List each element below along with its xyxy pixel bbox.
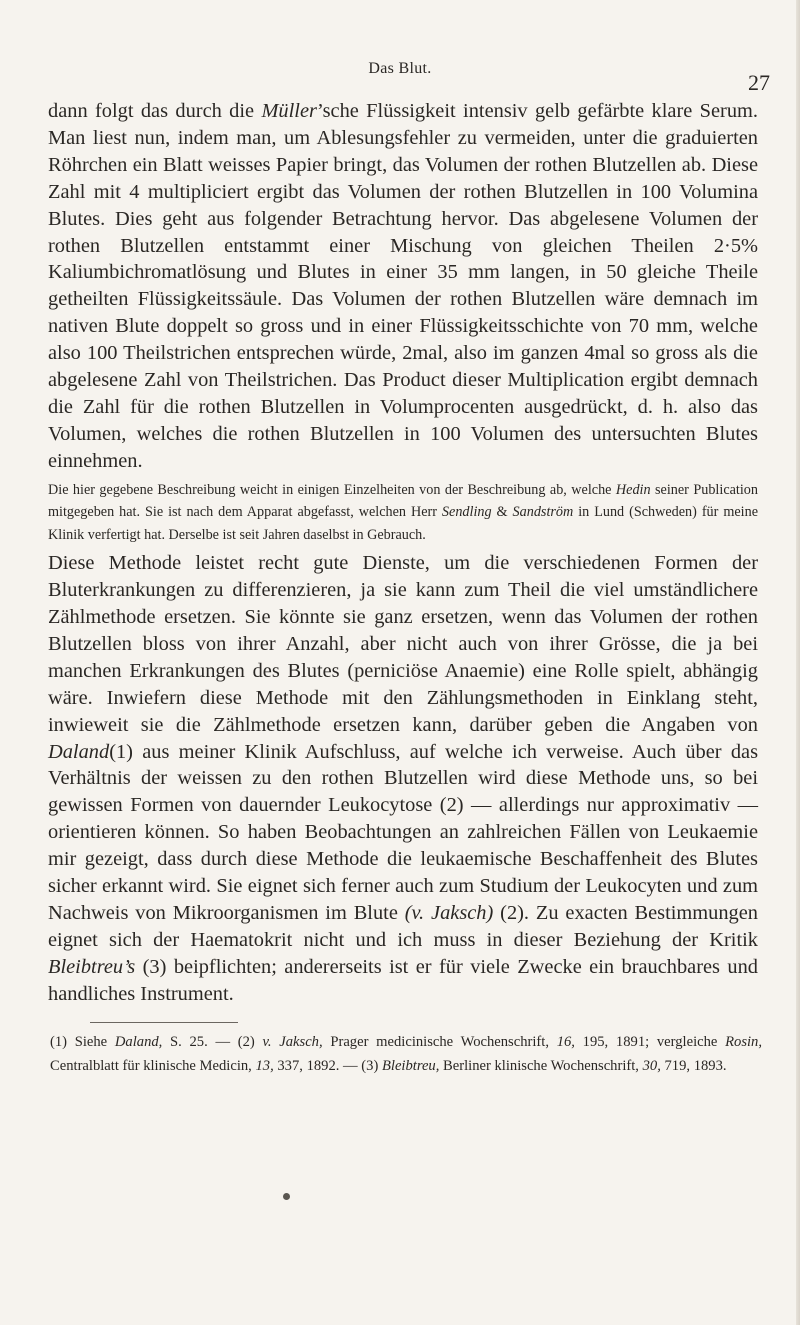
text-run: Centralblatt für klinische Medicin, xyxy=(50,1058,256,1074)
ref-rosin: Rosin, xyxy=(725,1034,762,1050)
maker-name-sendling: Sendling xyxy=(441,504,492,521)
page-number: 27 xyxy=(748,70,770,95)
author-name-daland: Daland xyxy=(48,740,110,763)
author-name-bleibtreu: Bleibtreu’s xyxy=(48,955,136,978)
text-run: Berliner klinische Wochenschrift, xyxy=(439,1058,643,1074)
text-run: dann folgt das durch die xyxy=(48,100,262,122)
footnote-rule xyxy=(90,1022,238,1023)
text-run: (2). Zu exacten Bestimmungen eignet sich der Haematokrit nicht und ich muss in dieser Beziehung der Kritik xyxy=(48,901,758,951)
text-run: S. 25. — (2) xyxy=(162,1034,263,1050)
text-run: Prager medicinische Wochenschrift, xyxy=(322,1034,557,1050)
method-note xyxy=(48,479,758,547)
text-run: Diese Methode leistet recht gute Dienste, um die verschiedenen Formen der Bluterkrankungen zu differenzieren, ja sie kann zum Theil die viel umständlichere Zählmethode ersetzen. Sie könnte sie ganz ersetzen, wenn das Volumen der rothen Blutzellen bloss von ihrer Anzahl, aber nicht auch von ihrer Grösse, die ja bei manchen Erkrankungen des Blutes (perniciöse Anaemie) eine Rolle spielt, abhängig wäre. Inwiefern diese Methode mit den Zählungsmethoden in Einklang steht, inwieweit sie die Zählmethode ersetzen kann, darüber geben die Angaben von xyxy=(48,552,758,736)
footnotes xyxy=(50,1030,762,1078)
maker-name-sandstrom: Sandström xyxy=(512,504,574,521)
ref-bleibtreu: Bleibtreu, xyxy=(381,1058,440,1074)
ref-volume: 16, xyxy=(556,1034,575,1050)
text-run: & xyxy=(491,504,513,521)
ref-volume: 13, xyxy=(255,1058,274,1074)
page-edge xyxy=(796,0,800,1325)
text-run: 337, 1892. — (3) xyxy=(273,1058,382,1074)
author-name-jaksch: (v. Jaksch) xyxy=(404,901,494,924)
text-run: 195, 1891; vergleiche xyxy=(574,1034,726,1050)
footnote-text xyxy=(50,1030,762,1078)
author-name-hedin: Hedin xyxy=(615,481,651,498)
text-run: Die hier gegebene Beschreibung weicht in einigen Einzelheiten von der Beschreibung ab, welche xyxy=(48,481,616,498)
text-run: seiner Publication mitgegeben hat. Sie ist nach dem Apparat abgefasst, welchen Herr xyxy=(48,481,758,521)
text-run: ’sche Flüssigkeit intensiv gelb gefärbte klare Serum. Man liest nun, indem man, um Ablesungsfehler zu vermeiden, unter die graduierten Röhrchen ein Blatt weisses Papier bringt, das Volumen der rothen Blutzellen ab. Diese Zahl mit 4 multipliciert ergibt das Volumen der rothen Blutzellen in 100 Volumina Blutes. Dies geht aus folgender Betrachtung hervor. Das abgelesene Volumen der rothen Blutzellen entstammt einer Mischung von gleichen Theilen 2·5% Kaliumbichromatlösung und Blutes in einer 35 mm langen, in 50 gleiche Theile getheilten Flüssigkeitssäule. Das Volumen der rothen Blutzellen wäre demnach im nativen Blute doppelt so gross und in einer Flüssigkeitsschichte von 70 mm, welche also 100 Theilstrichen entsprechen würde, 2mal, also im ganzen 4mal so gross als die abgelesene Zahl von Theilstrichen. Das Product dieser Multiplication ergibt demnach die Zahl für die rothen Blutzellen in Volumprocenten ausgedrückt, d. h. also das Volumen, welches die rothen Blutzellen in 100 Volumen des untersuchten Blutes einnehmen. xyxy=(48,100,758,472)
text-run: 719, 1893. xyxy=(660,1058,727,1074)
body-text xyxy=(48,98,758,1008)
text-run: (1) Siehe xyxy=(50,1034,115,1050)
ink-spot xyxy=(283,1193,290,1200)
ref-volume: 30, xyxy=(642,1058,661,1074)
running-title: Das Blut. xyxy=(368,60,432,77)
ref-daland: Daland, xyxy=(114,1034,163,1050)
ref-jaksch: v. Jaksch, xyxy=(262,1034,323,1050)
paragraph-2 xyxy=(48,550,758,1007)
paragraph-1 xyxy=(48,98,758,475)
text-run: in Lund (Schweden) für meine Klinik verfertigt hat. Derselbe ist seit Jahren daselbst in Gebrauch. xyxy=(48,504,759,543)
text-run: (1) aus meiner Klinik Aufschluss, auf welche ich verweise. Auch über das Verhältnis der weissen zu den rothen Blutzellen wird diese Methode uns, so bei gewissen Formen von dauernder Leukocytose (2) — allerdings nur approximativ — orientieren können. So haben Beobachtungen an zahlreichen Fällen von Leukaemie mir gezeigt, dass durch diese Methode die leukaemische Beschaffenheit des Blutes sicher erkannt wird. Sie eignet sich ferner auch zum Studium der Leukocyten und zum Nachweis von Mikroorganismen im Blute xyxy=(48,740,758,924)
author-name-mueller: Müller xyxy=(261,100,317,122)
text-run: (3) beipflichten; andererseits ist er für viele Zwecke ein brauchbares und handliches Instrument. xyxy=(48,955,758,1005)
